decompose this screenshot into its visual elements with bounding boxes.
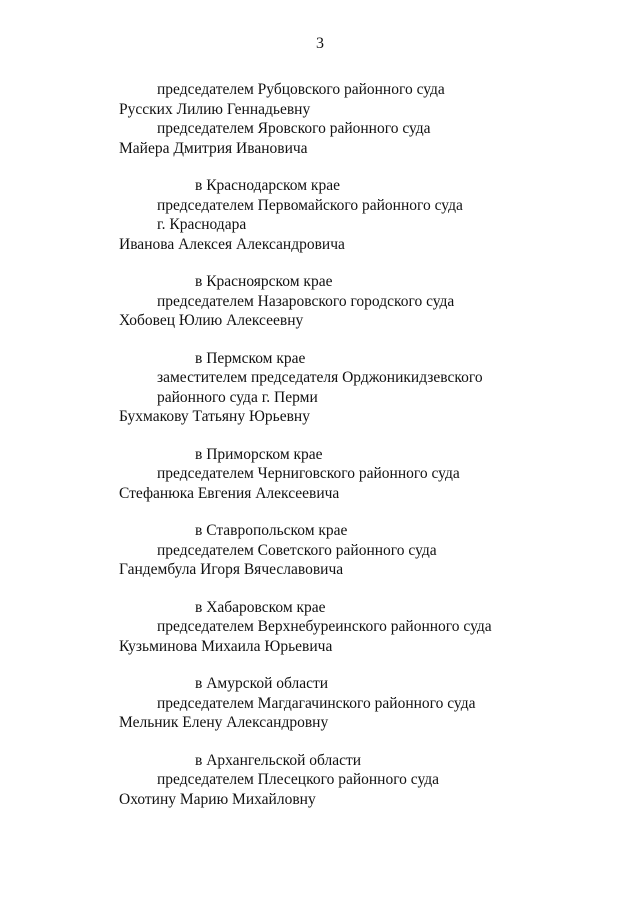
region-heading: в Краснодарском крае <box>195 177 340 194</box>
appointment-block-stavropol <box>0 521 640 580</box>
region-heading: в Архангельской области <box>195 751 362 769</box>
appointment-block-krasnodar <box>0 176 640 254</box>
appointment-block-khabarovsk <box>0 598 640 657</box>
position-line: председателем Назаровского городского суда <box>157 292 455 310</box>
region-heading: в Ставропольском крае <box>195 522 348 539</box>
person-name: Кузьминова Михаила Юрьевича <box>119 637 333 655</box>
person-name: Бухмакову Татьяну Юрьевну <box>119 408 310 425</box>
position-line: председателем Первомайского районного суда <box>157 196 463 214</box>
appointment-block-arkhangelsk <box>0 751 640 810</box>
appointments-list <box>0 80 640 809</box>
position-line: председателем Яровского районного суда <box>157 120 431 137</box>
position-line: г. Краснодара <box>157 216 247 233</box>
position-line: председателем Рубцовского районного суда <box>157 81 445 98</box>
person-name: Охотину Марию Михайловну <box>119 790 316 808</box>
position-line: председателем Плесецкого районного суда <box>157 771 440 788</box>
region-heading: в Пермском крае <box>195 349 306 367</box>
position-line: председателем Черниговского районного суда <box>157 465 460 482</box>
region-heading: в Хабаровском крае <box>195 598 326 616</box>
appointment-block-krasnoyarsk <box>0 272 640 331</box>
person-name: Русских Лилию Геннадьевну <box>119 100 311 118</box>
appointment-block-altai <box>0 80 640 158</box>
person-name: Иванова Алексея Александровича <box>119 235 345 253</box>
region-heading: в Красноярском крае <box>195 273 333 290</box>
person-name: Майера Дмитрия Ивановича <box>119 139 308 157</box>
appointment-block-perm <box>0 349 640 427</box>
appointment-block-amur <box>0 674 640 733</box>
person-name: Стефанюка Евгения Алексеевича <box>119 484 340 502</box>
person-name: Гандембула Игоря Вячеславовича <box>119 561 344 578</box>
appointment-block-primorsky <box>0 445 640 504</box>
position-line: председателем Советского районного суда <box>157 541 437 559</box>
position-line: заместителем председателя Орджоникидзевского <box>157 369 483 386</box>
region-heading: в Приморском крае <box>195 445 323 463</box>
person-name: Мельник Елену Александровну <box>119 714 329 731</box>
position-line: районного суда г. Перми <box>157 388 318 406</box>
person-name: Хобовец Юлию Алексеевну <box>119 312 304 329</box>
page-number: 3 <box>316 35 324 52</box>
region-heading: в Амурской области <box>195 675 329 692</box>
position-line: председателем Верхнебуреинского районного суда <box>157 618 492 635</box>
position-line: председателем Магдагачинского районного суда <box>157 694 476 712</box>
